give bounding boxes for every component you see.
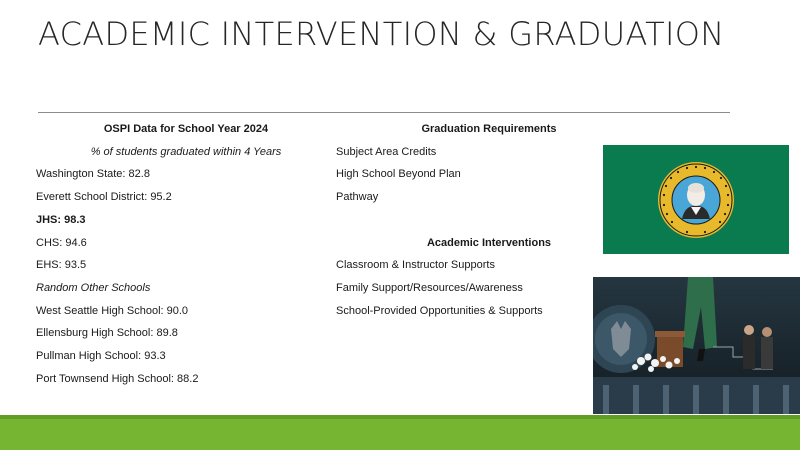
requirements-column [336,118,586,322]
washington-seal-icon [603,145,789,254]
slide-title: ACADEMIC INTERVENTION & GRADUATION [38,15,725,53]
stat-washington-state: Washington State: 82.8 [36,168,150,181]
ospi-heading: OSPI Data for School Year 2024 [103,123,269,135]
stat-chs: CHS: 94.6 [36,236,87,249]
graduation-ceremony-image [593,277,800,414]
requirement-item: High School Beyond Plan [336,168,461,181]
ospi-data-column [36,118,326,390]
intervention-item: School-Provided Opportunities & Supports [336,304,543,317]
stat-ellensburg: Ellensburg High School: 89.8 [36,327,178,340]
intervention-item: Family Support/Resources/Awareness [336,281,523,294]
stat-west-seattle: West Seattle High School: 90.0 [36,304,189,317]
intervention-item: Classroom & Instructor Supports [336,259,495,272]
requirement-item: Subject Area Credits [336,145,437,158]
other-schools-label: Random Other Schools [36,281,151,294]
graduation-requirements-heading: Graduation Requirements [421,123,557,135]
academic-interventions-heading: Academic Interventions [426,236,552,249]
graduation-photo [593,277,800,414]
stat-port-townsend: Port Townsend High School: 88.2 [36,372,199,385]
stat-jhs: JHS: 98.3 [36,213,86,226]
washington-flag-image [603,145,789,254]
stat-everett-district: Everett School District: 95.2 [36,191,172,204]
footer-bar [0,419,800,450]
ospi-subheading: % of students graduated within 4 Years [90,145,282,158]
title-divider [38,112,730,113]
requirement-item: Pathway [336,191,379,204]
stat-pullman: Pullman High School: 93.3 [36,350,166,363]
stat-ehs: EHS: 93.5 [36,259,87,272]
